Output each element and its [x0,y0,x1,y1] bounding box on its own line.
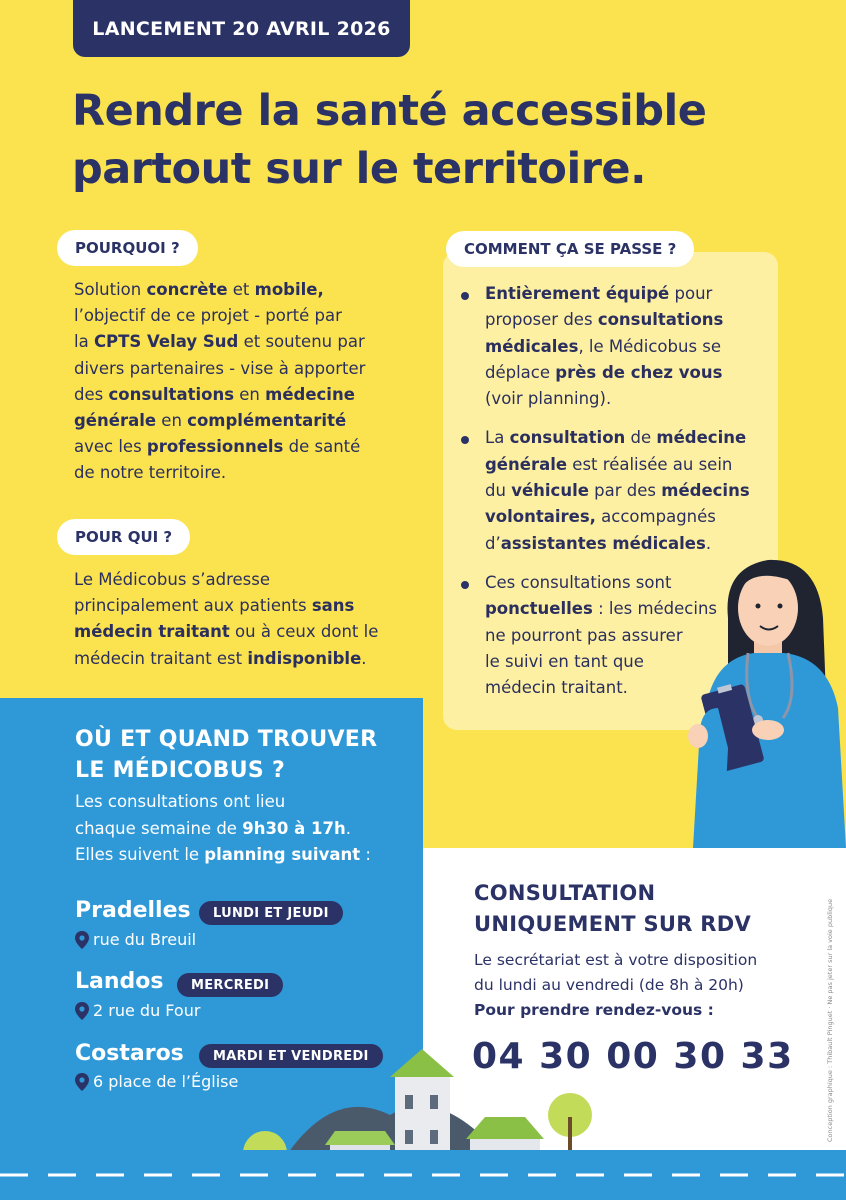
location-pin-icon [75,931,89,949]
rdv-line-1: Le secrétariat est à votre disposition [474,951,758,969]
where-title-line-2: LE MÉDICOBUS ? [75,758,286,783]
town-costaros: Costaros [75,1041,184,1066]
comment-bullet-1: Entièrement équipé pour proposer des consultations médicales, le Médicobus se déplace près de chez vous (voir planning). [457,281,777,412]
rdv-text [474,948,814,1023]
rdv-title-line-2: UNIQUEMENT SUR RDV [474,912,752,936]
address-pradelles [75,930,196,949]
address-landos [75,1001,200,1020]
days-badge-costaros: MARDI ET VENDREDI [199,1044,383,1068]
launch-banner: LANCEMENT 20 AVRIL 2026 [73,0,410,57]
phone-number[interactable]: 04 30 00 30 33 [472,1036,794,1077]
where-title-line-1: OÙ ET QUAND TROUVER [75,727,378,752]
comment-label: COMMENT ÇA SE PASSE ? [446,231,694,267]
title-line-1: Rendre la santé accessible [72,86,707,136]
address-costaros [75,1072,238,1091]
rdv-title [474,878,751,940]
title-line-2: partout sur le territoire. [72,144,646,194]
pour-qui-label: POUR QUI ? [57,519,190,555]
where-title [75,724,377,786]
days-badge-landos: MERCREDI [177,973,283,997]
days-badge-pradelles: LUNDI ET JEUDI [199,901,343,925]
road-strip [0,1150,846,1200]
rdv-title-line-1: CONSULTATION [474,881,656,905]
location-pin-icon [75,1073,89,1091]
town-landos: Landos [75,969,164,994]
location-pin-icon [75,1002,89,1020]
nurse-illustration [688,548,846,848]
comment-bullet-2: La consultation de médecine générale est réalisée au sein du véhicule par des médecins volontaires, accompagnés d’assistantes médicales. [457,425,777,556]
address-text: 6 place de l’Église [93,1072,239,1091]
town-pradelles: Pradelles [75,898,191,923]
address-text: rue du Breuil [93,930,197,949]
where-text: Les consultations ont lieu chaque semaine de 9h30 à 17h. Elles suivent le planning suivant : [75,792,371,864]
pour-qui-text: Le Médicobus s’adresse principalement aux patients sans médecin traitant ou à ceux dont le médecin traitant est indisponible. [74,570,379,668]
design-credit: Conception graphique : Thibault Pinguet · Ne pas jeter sur la voie publique [826,898,834,1142]
rdv-line-2: du lundi au vendredi (de 8h à 20h) [474,976,744,994]
page-title [72,82,812,198]
comment-bullet-3: Ces consultations sont ponctuelles : les médecins ne pourront pas assurer le suivi en tant que médecin traitant. [457,570,777,701]
pourquoi-text: Solution concrète et mobile, l’objectif de ce projet - porté par la CPTS Velay Sud et soutenu par divers partenaires - vise à apporter des consultations en médecine générale en complémentarité avec les professionnels de santé de notre territoire. [74,280,366,483]
rdv-line-3: Pour prendre rendez-vous : [474,1001,714,1019]
address-text: 2 rue du Four [93,1001,201,1020]
pourquoi-label: POURQUOI ? [57,230,198,266]
